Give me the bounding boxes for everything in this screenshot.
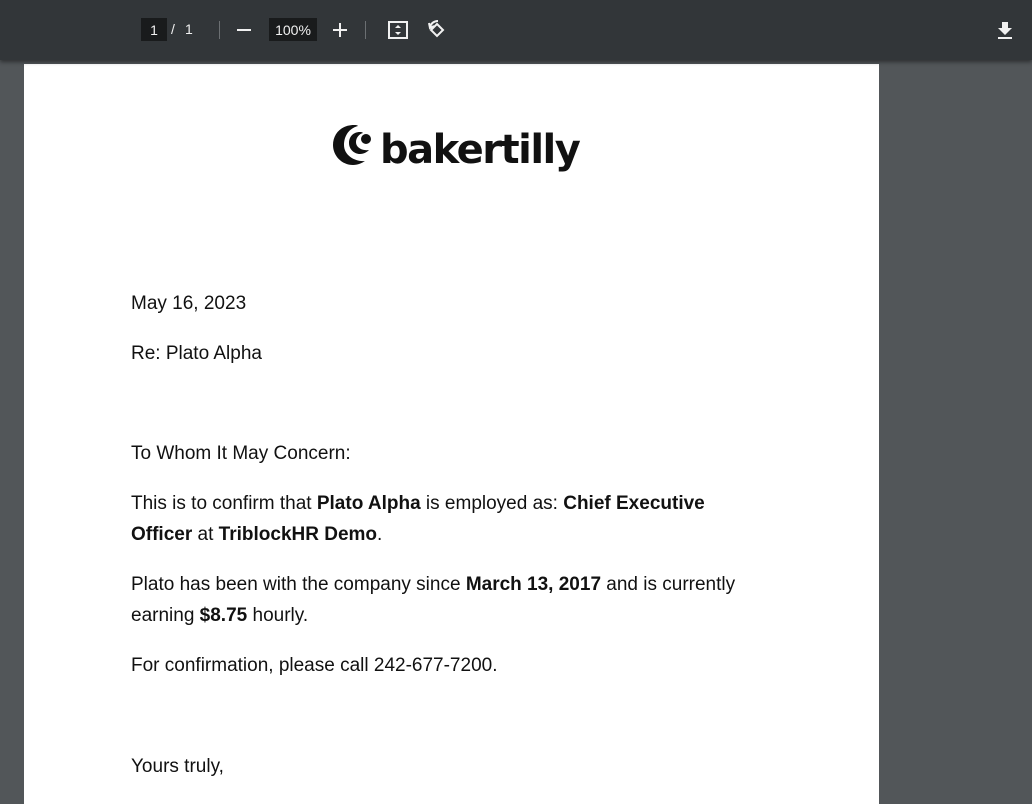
fit-page-icon <box>387 20 409 40</box>
plus-icon <box>332 22 348 38</box>
zoom-input[interactable]: 100% <box>269 18 317 41</box>
letter-paragraph-confirmation: For confirmation, please call 242-677-7200. <box>131 655 498 676</box>
letter-re-line: Re: Plato Alpha <box>131 343 262 364</box>
pdf-toolbar <box>0 0 1032 60</box>
page-separator: / <box>171 21 175 37</box>
pdf-page <box>24 64 879 804</box>
letter-paragraph-employment: This is to confirm that Plato Alpha is employed as: Chief Executive Officer at TriblockHR Demo. <box>131 493 705 545</box>
letter-closing: Yours truly, <box>131 756 224 777</box>
zoom-in-button[interactable] <box>328 18 352 42</box>
page-total: 1 <box>185 21 193 37</box>
logo-swirl-icon <box>332 122 374 168</box>
page-number-input[interactable]: 1 <box>141 18 167 41</box>
rotate-icon <box>426 19 448 41</box>
download-icon <box>996 20 1014 40</box>
logo-wordmark: bakertilly <box>380 127 580 173</box>
fit-page-button[interactable] <box>386 18 410 42</box>
rotate-button[interactable] <box>425 18 449 42</box>
letter-date: May 16, 2023 <box>131 293 247 314</box>
minus-icon <box>236 22 252 38</box>
zoom-out-button[interactable] <box>232 18 256 42</box>
toolbar-divider <box>365 21 366 39</box>
toolbar-divider <box>219 21 220 39</box>
letter-salutation: To Whom It May Concern: <box>131 443 351 464</box>
download-button[interactable] <box>993 18 1017 42</box>
baker-tilly-logo <box>332 110 579 180</box>
letter-paragraph-tenure: Plato has been with the company since March 13, 2017 and is currently earning $8.75 hourly. <box>131 574 736 626</box>
